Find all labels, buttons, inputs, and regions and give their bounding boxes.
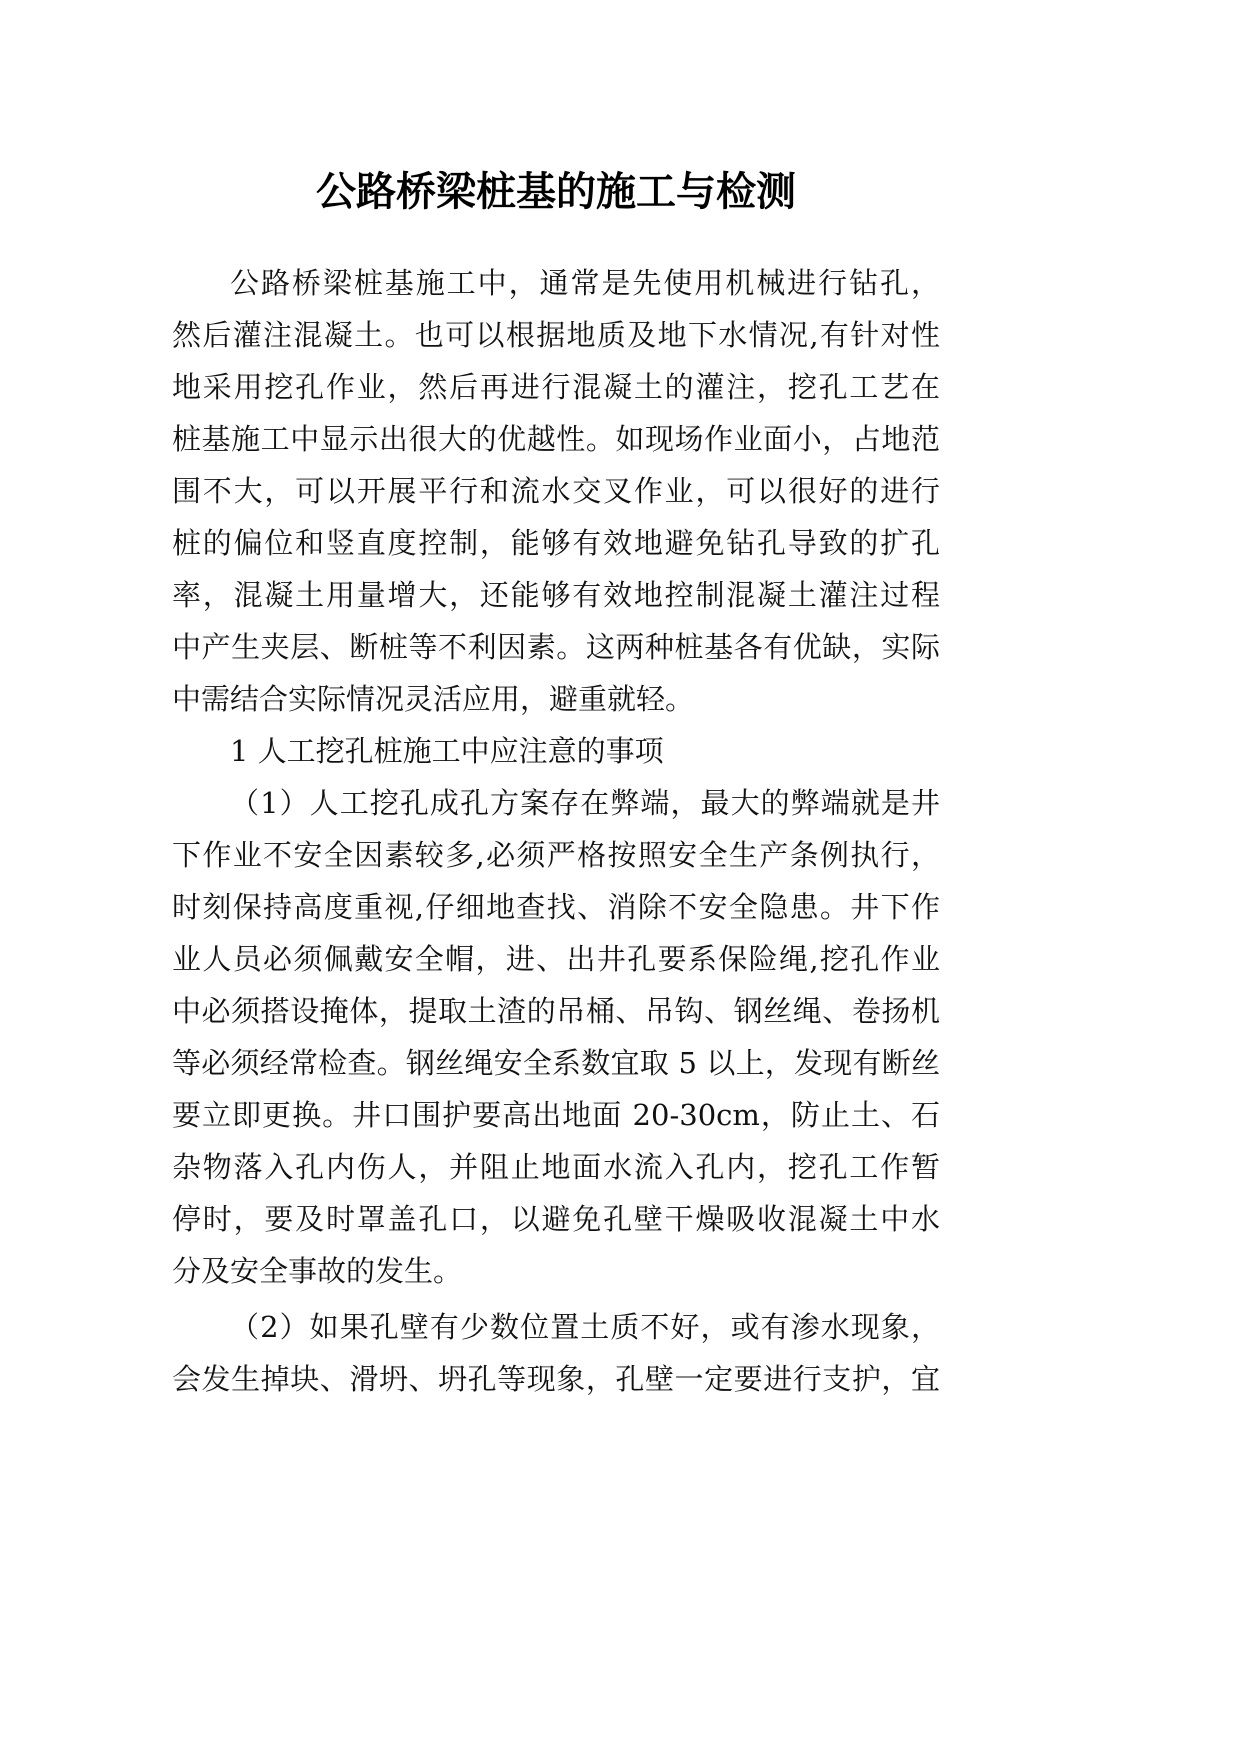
paragraph-line: 中需结合实际情况灵活应用，避重就轻。 xyxy=(172,682,695,716)
paragraph-line: 中产生夹层、断桩等不利因素。这两种桩基各有优缺，实际 xyxy=(172,630,940,664)
paragraph-line: （1）人工挖孔成孔方案存在弊端，最大的弊端就是井 xyxy=(230,786,940,820)
paragraph-line: 桩的偏位和竖直度控制，能够有效地避免钻孔导致的扩孔 xyxy=(172,526,940,560)
paragraph-line: 地采用挖孔作业，然后再进行混凝土的灌注，挖孔工艺在 xyxy=(172,370,940,404)
paragraph-line: 下作业不安全因素较多,必须严格按照安全生产条例执行， xyxy=(172,838,940,872)
paragraph-line: 围不大，可以开展平行和流水交叉作业，可以很好的进行 xyxy=(172,474,940,508)
paragraph-line: 要立即更换。井口围护要高出地面 20-30cm，防止土、石 xyxy=(172,1098,940,1132)
paragraph-line: 然后灌注混凝土。也可以根据地质及地下水情况,有针对性 xyxy=(172,318,940,352)
paragraph-line: （2）如果孔壁有少数位置土质不好，或有渗水现象， xyxy=(230,1310,940,1344)
paragraph-line: 公路桥梁桩基施工中，通常是先使用机械进行钻孔， xyxy=(230,266,940,300)
paragraph-line: 杂物落入孔内伤人，并阻止地面水流入孔内，挖孔工作暂 xyxy=(172,1150,940,1184)
paragraph-line: 分及安全事故的发生。 xyxy=(172,1254,463,1288)
paragraph-line: 停时，要及时罩盖孔口，以避免孔壁干燥吸收混凝土中水 xyxy=(172,1202,940,1236)
paragraph-line: 会发生掉块、滑坍、坍孔等现象，孔壁一定要进行支护，宜 xyxy=(172,1362,940,1396)
paragraph-line: 时刻保持高度重视,仔细地查找、消除不安全隐患。井下作 xyxy=(172,890,940,924)
item-1-paragraph xyxy=(172,777,940,1297)
section-heading: 1 人工挖孔桩施工中应注意的事项 xyxy=(230,734,664,768)
paragraph-line: 等必须经常检查。钢丝绳安全系数宜取 5 以上，发现有断丝 xyxy=(172,1046,940,1080)
document-title: 公路桥梁桩基的施工与检测 xyxy=(316,167,796,215)
document-body xyxy=(172,257,940,1405)
item-2-paragraph xyxy=(172,1301,940,1405)
paragraph-line: 率，混凝土用量增大，还能够有效地控制混凝土灌注过程 xyxy=(172,578,940,612)
paragraph-line: 业人员必须佩戴安全帽，进、出井孔要系保险绳,挖孔作业 xyxy=(172,942,940,976)
paragraph-line: 桩基施工中显示出很大的优越性。如现场作业面小，占地范 xyxy=(172,422,940,456)
paragraph-line: 中必须搭设掩体，提取土渣的吊桶、吊钩、钢丝绳、卷扬机 xyxy=(172,994,940,1028)
intro-paragraph xyxy=(172,257,940,725)
